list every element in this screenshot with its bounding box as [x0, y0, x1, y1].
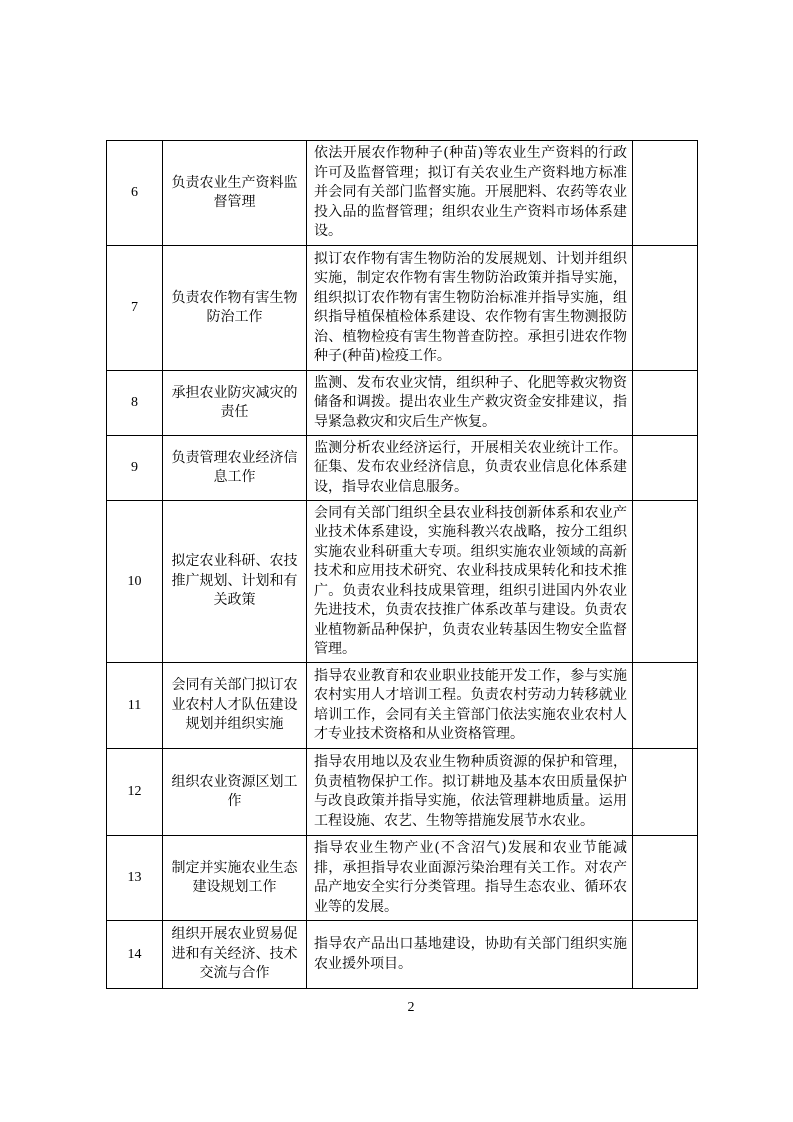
table-row [107, 501, 698, 663]
duty-item-cell: 会同有关部门拟订农业农村人才队伍建设规划并组织实施 [163, 663, 307, 749]
duty-item-cell: 负责农作物有害生物防治工作 [163, 246, 307, 371]
row-number-cell: 13 [107, 836, 163, 921]
duty-content-cell: 监测分析农业经济运行，开展相关农业统计工作。征集、发布农业经济信息，负责农业信息化体系建设，指导农业信息服务。 [307, 436, 633, 501]
duty-item-cell: 承担农业防灾减灾的责任 [163, 371, 307, 436]
blank-cell [633, 501, 698, 663]
duty-item-cell: 负责管理农业经济信息工作 [163, 436, 307, 501]
blank-cell [633, 141, 698, 246]
row-number-cell: 9 [107, 436, 163, 501]
table-row [107, 141, 698, 246]
blank-cell [633, 921, 698, 989]
duty-content-cell: 监测、发布农业灾情，组织种子、化肥等救灾物资储备和调拨。提出农业生产救灾资金安排建议，指导紧急救灾和灾后生产恢复。 [307, 371, 633, 436]
table-row [107, 749, 698, 836]
table-row [107, 836, 698, 921]
page-number: 2 [407, 1000, 415, 1015]
duty-content-cell: 依法开展农作物种子(种苗)等农业生产资料的行政许可及监督管理；拟订有关农业生产资料地方标准并会同有关部门监督实施。开展肥料、农药等农业投入品的监督管理；组织农业生产资料市场体系建设。 [307, 141, 633, 246]
duty-content-cell: 拟订农作物有害生物防治的发展规划、计划并组织实施，制定农作物有害生物防治政策并指导实施，组织拟订农作物有害生物防治标准并指导实施，组织指导植保植检体系建设、农作物有害生物测报防治、植物检疫有害生物普查防控。承担引进农作物种子(种苗)检疫工作。 [307, 246, 633, 371]
blank-cell [633, 246, 698, 371]
duty-content-cell: 指导农业生物产业(不含沼气)发展和农业节能减排，承担指导农业面源污染治理有关工作。对农产品产地安全实行分类管理。指导生态农业、循环农业等的发展。 [307, 836, 633, 921]
table-row [107, 436, 698, 501]
duty-content-cell: 指导农业教育和农业职业技能开发工作，参与实施农村实用人才培训工程。负责农村劳动力转移就业培训工作，会同有关主管部门依法实施农业农村人才专业技术资格和从业资格管理。 [307, 663, 633, 749]
row-number-cell: 14 [107, 921, 163, 989]
duty-item-cell: 拟定农业科研、农技推广规划、计划和有关政策 [163, 501, 307, 663]
duty-item-cell: 制定并实施农业生态建设规划工作 [163, 836, 307, 921]
duty-item-cell: 负责农业生产资料监督管理 [163, 141, 307, 246]
table-row [107, 371, 698, 436]
duty-item-cell: 组织农业资源区划工作 [163, 749, 307, 836]
table-row [107, 246, 698, 371]
row-number-cell: 10 [107, 501, 163, 663]
row-number-cell: 6 [107, 141, 163, 246]
row-number-cell: 8 [107, 371, 163, 436]
row-number-cell: 11 [107, 663, 163, 749]
duty-table [106, 140, 698, 989]
blank-cell [633, 663, 698, 749]
duty-content-cell: 会同有关部门组织全县农业科技创新体系和农业产业技术体系建设，实施科教兴农战略，按分工组织实施农业科研重大专项。组织实施农业领域的高新技术和应用技术研究、农业科技成果转化和技术推广。负责农业科技成果管理，组织引进国内外农业先进技术，负责农技推广体系改革与建设。负责农业植物新品种保护，负责农业转基因生物安全监督管理。 [307, 501, 633, 663]
blank-cell [633, 749, 698, 836]
duty-content-cell: 指导农产品出口基地建设，协助有关部门组织实施农业援外项目。 [307, 921, 633, 989]
row-number-cell: 7 [107, 246, 163, 371]
table-row [107, 663, 698, 749]
blank-cell [633, 436, 698, 501]
duty-content-cell: 指导农用地以及农业生物种质资源的保护和管理，负责植物保护工作。拟订耕地及基本农田质量保护与改良政策并指导实施，依法管理耕地质量。运用工程设施、农艺、生物等措施发展节水农业。 [307, 749, 633, 836]
blank-cell [633, 371, 698, 436]
row-number-cell: 12 [107, 749, 163, 836]
blank-cell [633, 836, 698, 921]
table-row [107, 921, 698, 989]
duty-item-cell: 组织开展农业贸易促进和有关经济、技术交流与合作 [163, 921, 307, 989]
